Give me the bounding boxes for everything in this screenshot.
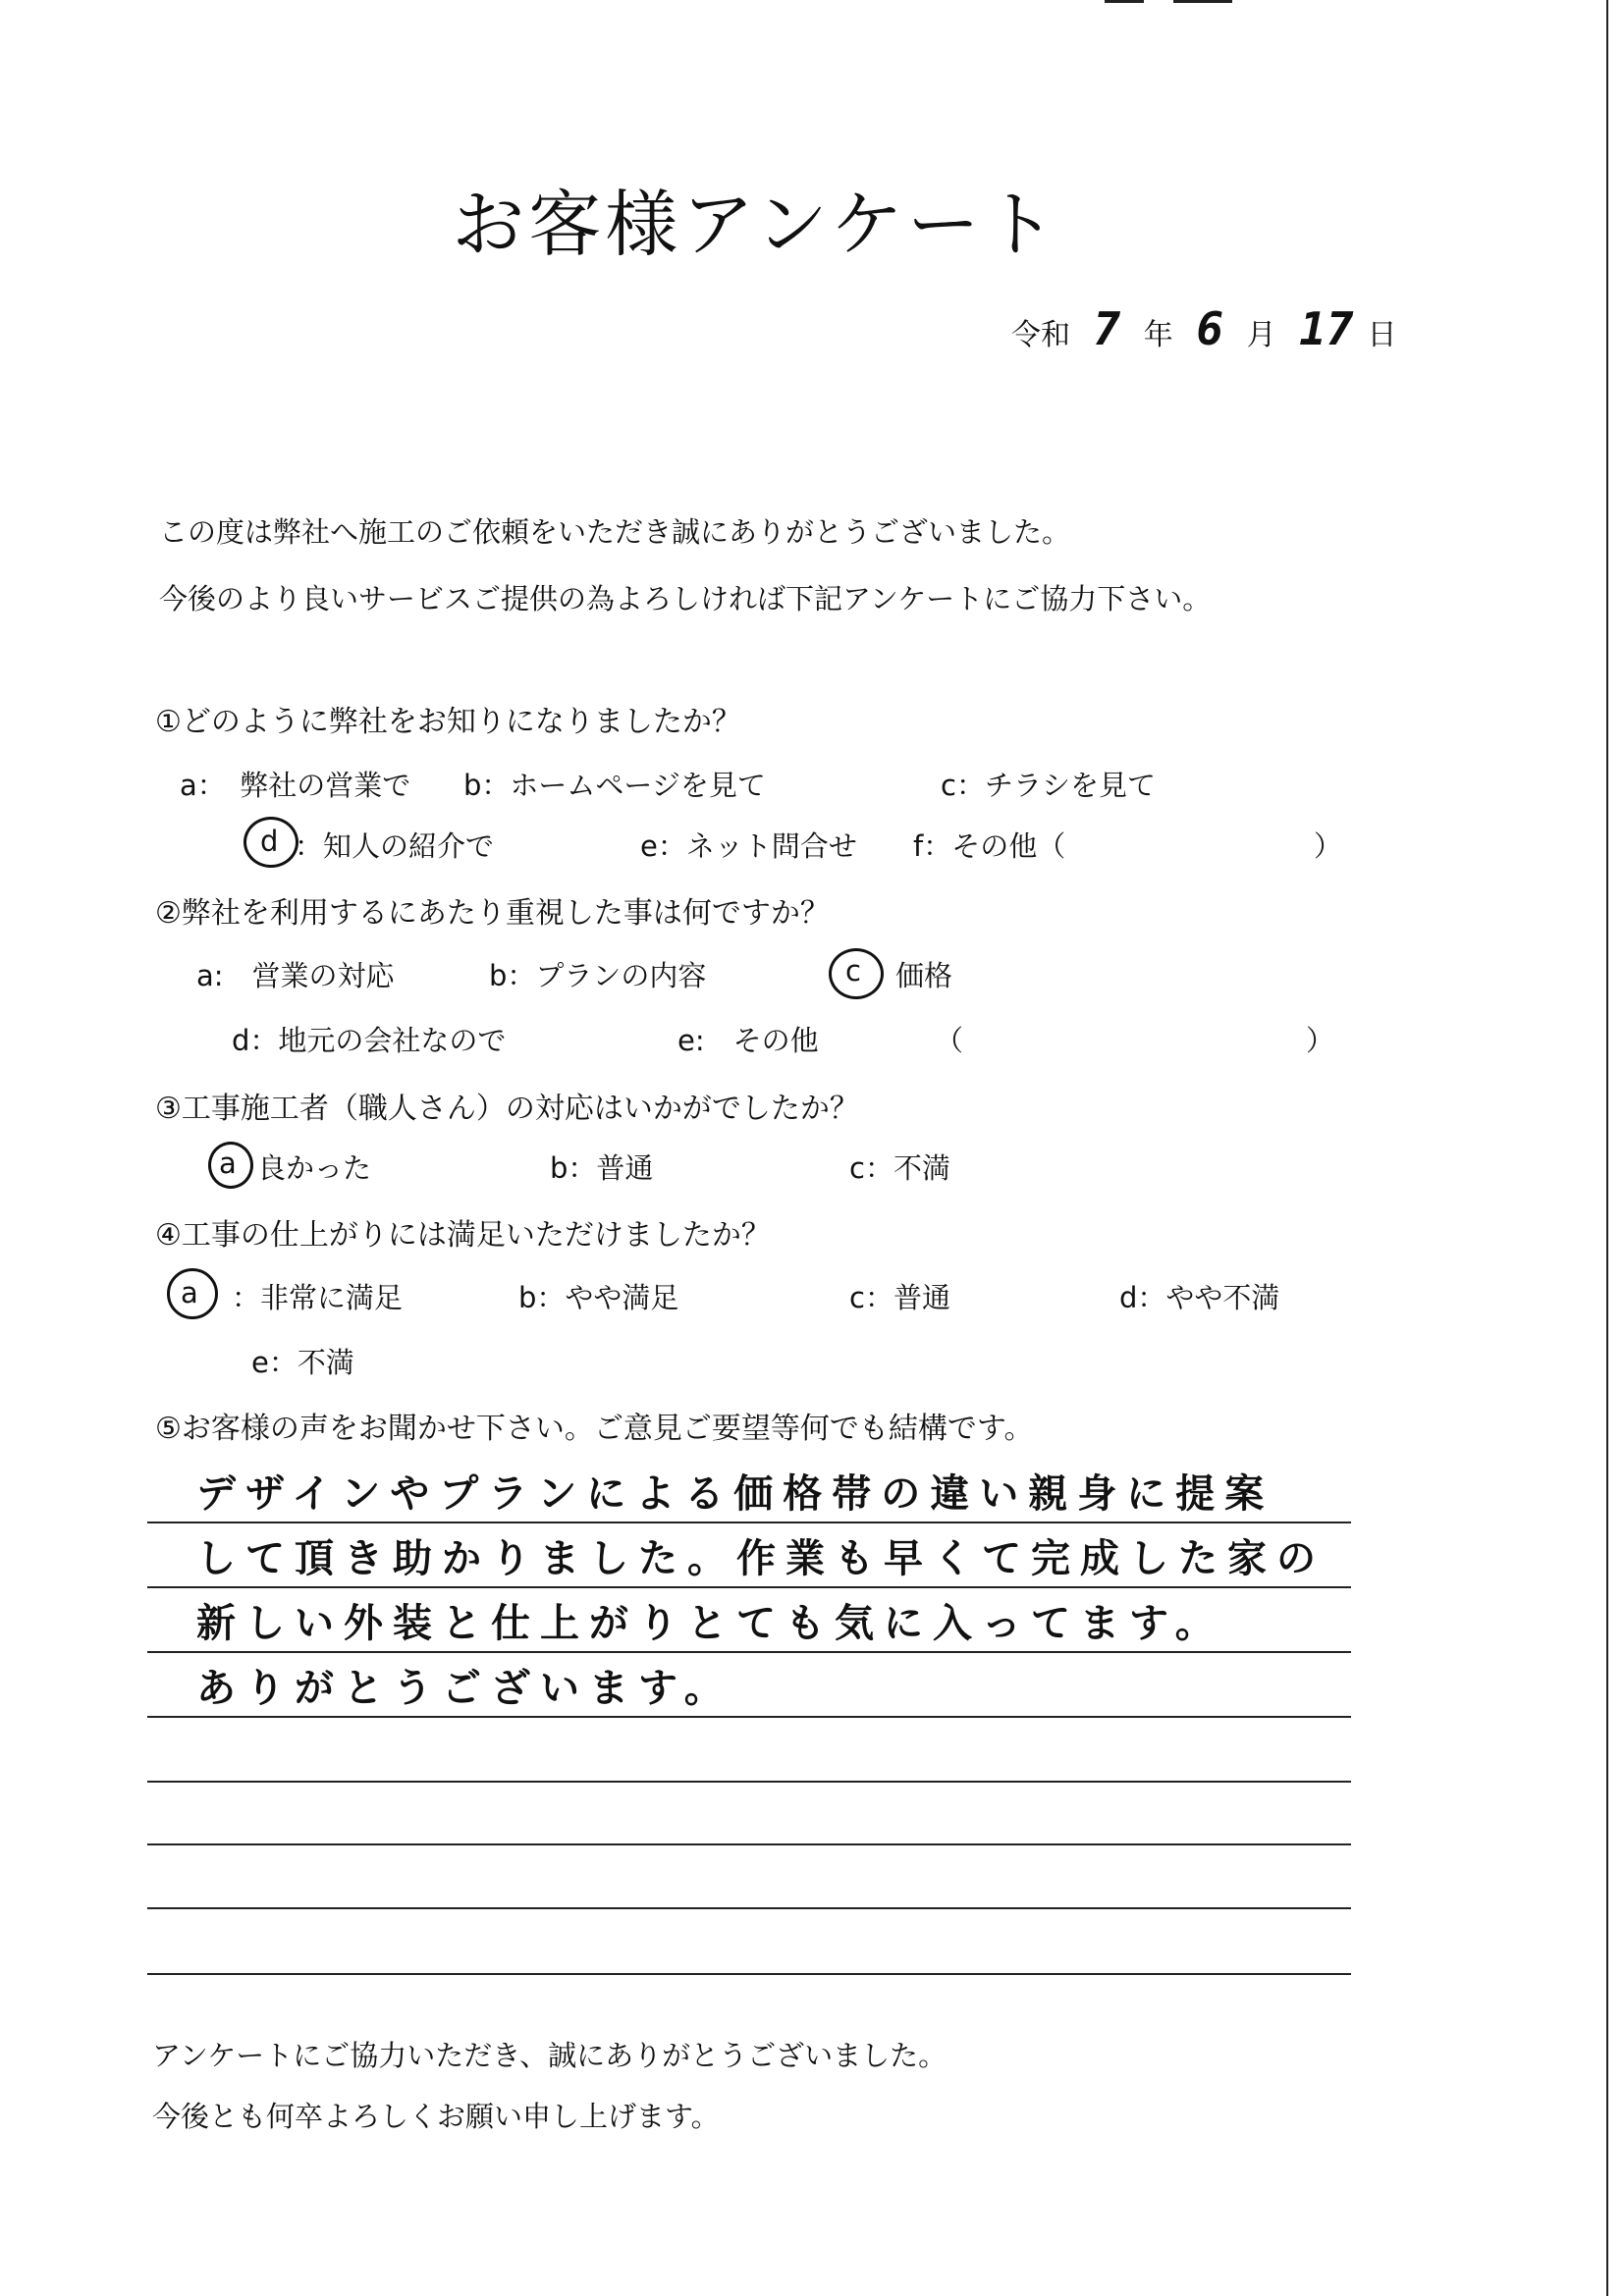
q2-option-e-open: （ <box>935 1024 964 1057</box>
q2-option-c-letter[interactable]: c <box>845 954 861 988</box>
q1-option-a[interactable]: a： 弊社の営業で <box>180 769 411 802</box>
q3-option-b[interactable]: b：普通 <box>550 1151 654 1185</box>
question-5: ⑤お客様の声をお聞かせ下さい。ご意見ご要望等何でも結構です。 <box>155 1412 1034 1446</box>
answer-rule <box>147 1843 1351 1845</box>
q1-option-f-close: ） <box>1314 829 1343 863</box>
q4-option-c[interactable]: c：普通 <box>849 1281 950 1314</box>
closing-line-1: アンケートにご協力いただき、誠にありがとうございました。 <box>152 2039 947 2072</box>
question-1: ①どのように弊社をお知りになりましたか？ <box>155 705 741 739</box>
page-edge <box>1606 0 1608 2296</box>
q2-option-d[interactable]: d：地元の会社なので <box>232 1024 507 1057</box>
closing-line-2: 今後とも何卒よろしくお願い申し上げます。 <box>152 2100 720 2133</box>
q3-option-a[interactable]: 良かった <box>257 1151 372 1185</box>
q1-option-e[interactable]: e：ネット問合せ <box>640 829 857 863</box>
answer-rule <box>147 1907 1351 1909</box>
answer-rule <box>147 1781 1351 1783</box>
q2-option-c[interactable]: 価格 <box>895 959 953 992</box>
q2-option-e[interactable]: e: その他 <box>677 1024 819 1057</box>
page-title: お客様アンケート <box>452 183 1060 267</box>
q4-option-a[interactable]: ：非常に満足 <box>232 1281 404 1314</box>
answer-line: ありがとうございます。 <box>196 1665 733 1711</box>
question-4: ④工事の仕上がりには満足いただけましたか？ <box>155 1218 771 1253</box>
answer-rule <box>147 1716 1351 1718</box>
answer-line: して頂き助かりました。作業も早くて完成した家の <box>196 1535 1326 1581</box>
answer-rule <box>147 1973 1351 1975</box>
q1-option-d-letter[interactable]: d <box>260 825 279 858</box>
q3-option-a-letter[interactable]: a <box>219 1147 237 1180</box>
scan-mark <box>1173 0 1232 3</box>
date-year-unit: 年 <box>1143 318 1173 352</box>
answer-line: デザインやプランによる価格帯の違い親身に提案 <box>196 1470 1274 1517</box>
q1-option-d[interactable]: ：知人の紹介で <box>295 829 495 863</box>
date-day-unit: 日 <box>1367 318 1397 352</box>
answer-rule <box>147 1651 1351 1653</box>
intro-line-2: 今後のより良いサービスご提供の為よろしければ下記アンケートにご協力下さい。 <box>159 582 1212 615</box>
intro-line-1: この度は弊社へ施工のご依頼をいただき誠にありがとうございました。 <box>159 515 1071 549</box>
q4-option-d[interactable]: d：やや不満 <box>1119 1281 1280 1314</box>
q4-option-e[interactable]: e：不満 <box>251 1346 354 1379</box>
q4-option-b[interactable]: b：やや満足 <box>518 1281 679 1314</box>
date-day: 17 <box>1299 302 1354 355</box>
date-year: 7 <box>1093 302 1121 355</box>
scan-mark <box>1105 0 1144 3</box>
answer-rule <box>147 1522 1351 1523</box>
answer-line: 新しい外装と仕上がりとても気に入ってます。 <box>196 1600 1224 1646</box>
date-month-unit: 月 <box>1246 318 1276 352</box>
q1-option-c[interactable]: c：チラシを見て <box>941 769 1156 802</box>
q1-option-b[interactable]: b：ホームページを見て <box>463 769 766 802</box>
date-month: 6 <box>1196 302 1224 355</box>
q4-option-a-letter[interactable]: a <box>181 1276 198 1309</box>
q2-option-b[interactable]: b：プランの内容 <box>489 959 707 992</box>
question-2: ②弊社を利用するにあたり重視した事は何ですか？ <box>155 896 830 931</box>
date-era: 令和 <box>1011 318 1070 352</box>
q1-option-f[interactable]: f：その他（ <box>913 829 1066 863</box>
answer-rule <box>147 1586 1351 1588</box>
question-3: ③工事施工者（職人さん）の対応はいかがでしたか？ <box>155 1092 859 1126</box>
q2-option-a[interactable]: a: 営業の対応 <box>196 959 395 992</box>
q2-option-e-close: ） <box>1306 1024 1335 1057</box>
date <box>1011 302 1397 355</box>
q3-option-c[interactable]: c：不満 <box>849 1151 950 1185</box>
